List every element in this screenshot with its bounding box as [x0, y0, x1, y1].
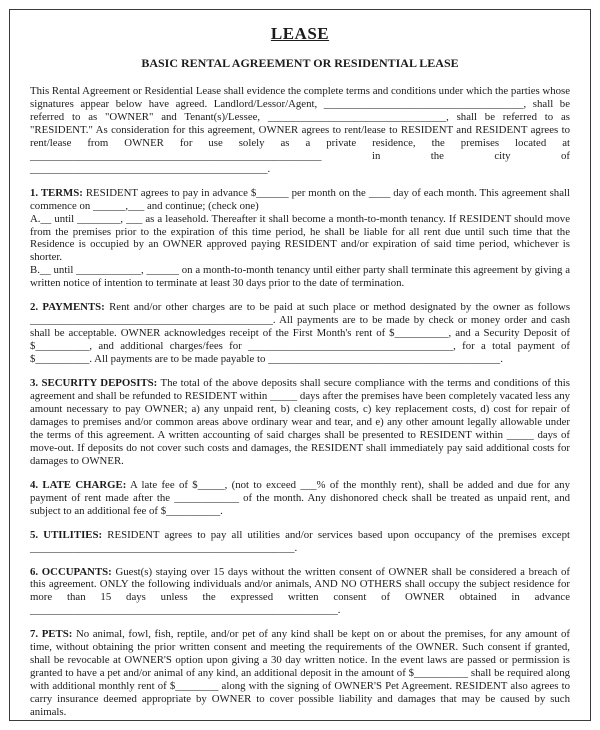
- section-pets-body: [30, 628, 570, 719]
- section-security-deposits-heading: 3. SECURITY DEPOSITS:: [30, 377, 158, 390]
- section-utilities: [30, 529, 570, 555]
- document-border-frame: [9, 9, 591, 721]
- section-terms-clause-b: B.__ until ____________, ______ on a month-to-month tenancy until either party shall terminate this agreement by giving a written notice of intention to terminate at least 30 days prior to the date of termination.: [30, 264, 570, 290]
- section-payments-heading: 2. PAYMENTS:: [30, 301, 105, 314]
- section-pets-heading: 7. PETS:: [30, 628, 73, 641]
- section-payments-text: Rent and/or other charges are to be paid at such place or method designated by the owner as follows _____________________________________________. All payments are to be made by check or money order and cash shall be acceptable. OWNER acknowledges receipt of the First Month's rent of $__________, and a Security Deposit of $__________, and additional charges/fees for ______________________________________, for a total payment of $__________. All payments are to be made payable to ___________________________________________.: [30, 301, 571, 366]
- section-late-charge-text: A late fee of $_____, (not to exceed ___% of the monthly rent), shall be added and due for any payment of rent made after the ____________ of the month. Any dishonored check shall be treated as unpaid rent, and subject to an additional fee of $__________.: [30, 478, 570, 517]
- section-terms: [30, 187, 570, 291]
- section-utilities-heading: 5. UTILITIES:: [30, 528, 103, 541]
- section-payments-body: [30, 301, 570, 366]
- document-subtitle: BASIC RENTAL AGREEMENT OR RESIDENTIAL LEASE: [141, 56, 459, 70]
- section-security-deposits-text: The total of the above deposits shall secure compliance with the terms and conditions of this agreement and shall be refunded to RESIDENT within _____ days after the premises have been completely vacated less any amount necessary to pay OWNER; a) any unpaid rent, b) cleaning costs, c) key replacement costs, d) cost for repair of damages to premises and/or common areas above ordinary wear and tear, and e) any other amount legally allowable under the terms of this agreement. A written accounting of said charges shall be presented to RESIDENT within _____ days of move-out. If deposits do not cover such costs and damages, the RESIDENT shall immediately pay said additional costs for damages to OWNER.: [30, 377, 570, 467]
- section-late-charge: [30, 479, 570, 518]
- section-security-deposits-body: [30, 377, 570, 468]
- section-terms-heading: 1. TERMS:: [30, 186, 83, 199]
- document-title: LEASE: [270, 24, 330, 43]
- section-late-charge-body: [30, 479, 570, 518]
- section-terms-clause-a: A.__ until ________, ___ as a leasehold. Thereafter it shall become a month-to-month tenancy. If RESIDENT should move from the premises prior to the expiration of this time period, he shall be liable for all rent due until such time that the Residence is occupied by an OWNER approved paying RESIDENT and/or expiration of said time period, whichever is shorter.: [30, 212, 570, 264]
- section-utilities-text: RESIDENT agrees to pay all utilities and/or services based upon occupancy of the premises except _________________________________________________.: [30, 528, 570, 554]
- section-terms-text: RESIDENT agrees to pay in advance $______ per month on the ____ day of each month. This agreement shall commence on ______,___ and continue; (check one): [30, 186, 570, 212]
- section-payments: [30, 301, 570, 366]
- section-pets-text: No animal, fowl, fish, reptile, and/or pet of any kind shall be kept on or about the premises, for any amount of time, without obtaining the prior written consent and meeting the requirements of the OWNER. Such consent if granted, shall be revocable at OWNER'S option upon giving a 30 day written notice. In the event laws are passed or permission is granted to have a pet and/or animal of any kind, an additional deposit in the amount of $__________ shall be required along with additional monthly rent of $________ along with the signing of OWNER'S Pet Agreement. RESIDENT also agrees to carry insurance deemed appropriate by OWNER to cover possible liability and damages that may be caused by such animals.: [30, 628, 571, 719]
- section-occupants-heading: 6. OCCUPANTS:: [30, 565, 112, 578]
- intro-paragraph: This Rental Agreement or Residential Lease shall evidence the complete terms and conditions under which the parties whose signatures appear below have agreed. Landlord/Lessor/Agent, _____________________________________, shall be referred to as "OWNER" and Tenant(s)/Lessee, _________________________________, shall be referred to as "RESIDENT." As consideration for this agreement, OWNER agrees to rent/lease to RESIDENT and RESIDENT agrees to rent/lease from OWNER for use solely as a private residence, the premises located at ______________________________________________________ in the city of ____________________________________________.: [30, 85, 570, 175]
- section-pets: [30, 628, 570, 719]
- section-occupants-text: Guest(s) staying over 15 days without the written consent of OWNER shall be considered a breach of this agreement. ONLY the following individuals and/or animals, AND NO OTHERS shall occupy the subject residence for more than 15 days unless the expressed written consent of OWNER obtained in advance _________________________________________________________.: [30, 565, 571, 617]
- section-security-deposits: [30, 377, 570, 468]
- section-utilities-body: [30, 529, 570, 555]
- section-late-charge-heading: 4. LATE CHARGE:: [30, 478, 127, 491]
- section-terms-opening: [30, 187, 570, 213]
- section-occupants: [30, 566, 570, 618]
- section-occupants-body: [30, 566, 570, 618]
